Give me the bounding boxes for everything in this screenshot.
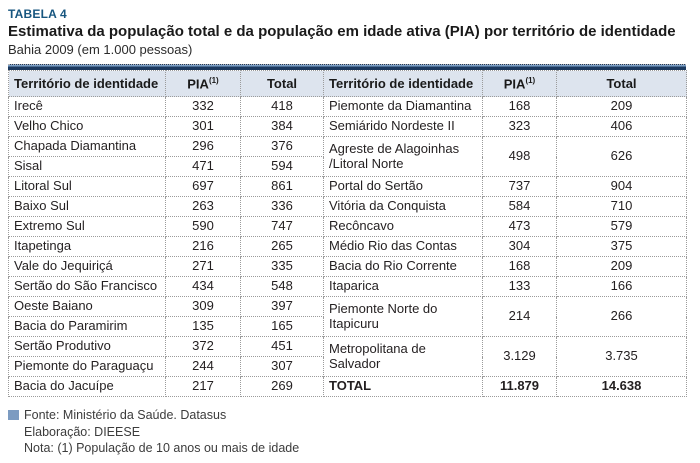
territory-cell: Vale do Jequiriçá [9,257,166,277]
table-body [9,97,687,397]
pia-cell: 133 [483,277,557,297]
territory-cell: Velho Chico [9,117,166,137]
territory-cell: Piemonte da Diamantina [324,97,483,117]
table-row [9,377,687,397]
territory-cell: Metropolitana de Salvador [324,337,483,377]
territory-cell: Bacia do Jacuípe [9,377,166,397]
pia-cell: 296 [166,137,241,157]
table-row [9,117,687,137]
total-cell: 376 [241,137,324,157]
pia-cell: 471 [166,157,241,177]
pia-cell: 271 [166,257,241,277]
pia-cell: 434 [166,277,241,297]
pia-cell: 301 [166,117,241,137]
pia-cell: 323 [483,117,557,137]
total-cell: 165 [241,317,324,337]
source-marker-icon [8,410,19,420]
total-cell: 594 [241,157,324,177]
total-cell: 397 [241,297,324,317]
territory-cell: Extremo Sul [9,217,166,237]
territory-cell: Itapetinga [9,237,166,257]
elaboration-line: Elaboração: DIEESE [24,424,141,439]
territory-cell: Bacia do Rio Corrente [324,257,483,277]
territory-cell: Piemonte do Paraguaçu [9,357,166,377]
total-cell: 209 [557,257,687,277]
territory-cell: Semiárido Nordeste II [324,117,483,137]
territory-cell: Sisal [9,157,166,177]
col-header-pia-left [166,71,241,97]
table-header-row [9,71,687,97]
territory-cell: Litoral Sul [9,177,166,197]
pia-cell: 584 [483,197,557,217]
table-row [9,237,687,257]
territory-cell: Chapada Diamantina [9,137,166,157]
total-cell: 904 [557,177,687,197]
total-cell: 548 [241,277,324,297]
territory-cell: Vitória da Conquista [324,197,483,217]
pia-footnote-ref: (1) [208,76,219,86]
col-header-pia-right [483,71,557,97]
territory-cell: Sertão do São Francisco [9,277,166,297]
pia-cell: 3.129 [483,337,557,377]
territory-cell: TOTAL [324,377,483,397]
total-cell: 710 [557,197,687,217]
pia-cell: 304 [483,237,557,257]
total-cell: 861 [241,177,324,197]
table-row [9,337,687,357]
pia-cell: 697 [166,177,241,197]
table-row [9,197,687,217]
population-table-wrap [8,64,686,397]
total-cell: 266 [557,297,687,337]
pia-cell: 372 [166,337,241,357]
pia-cell: 332 [166,97,241,117]
territory-cell: Irecê [9,97,166,117]
pia-cell: 590 [166,217,241,237]
note-line: Nota: (1) População de 10 anos ou mais de idade [24,440,300,455]
total-cell: 209 [557,97,687,117]
total-cell: 747 [241,217,324,237]
pia-label: PIA [503,76,526,92]
table-subtitle: Bahia 2009 (em 1.000 pessoas) [8,42,193,58]
pia-cell: 168 [483,257,557,277]
pia-cell: 135 [166,317,241,337]
pia-cell: 214 [483,297,557,337]
table-row [9,137,687,157]
territory-cell: Oeste Baiano [9,297,166,317]
col-header-total-left: Total [241,71,324,97]
pia-label: PIA [187,76,209,92]
territory-cell: Itaparica [324,277,483,297]
pia-cell: 737 [483,177,557,197]
table-row [9,297,687,317]
pia-cell: 217 [166,377,241,397]
territory-cell: Recôncavo [324,217,483,237]
pia-cell: 309 [166,297,241,317]
territory-cell: Agreste de Alagoinhas /Litoral Norte [324,137,483,177]
total-cell: 269 [241,377,324,397]
total-cell: 166 [557,277,687,297]
total-cell: 335 [241,257,324,277]
territory-cell: Sertão Produtivo [9,337,166,357]
territory-cell: Piemonte Norte do Itapicuru [324,297,483,337]
pia-cell: 244 [166,357,241,377]
territory-cell: Médio Rio das Contas [324,237,483,257]
col-header-territory-right: Território de identidade [324,71,483,97]
territory-cell: Bacia do Paramirim [9,317,166,337]
total-cell: 375 [557,237,687,257]
pia-cell: 11.879 [483,377,557,397]
pia-cell: 168 [483,97,557,117]
territory-cell: Portal do Sertão [324,177,483,197]
table-row [9,277,687,297]
population-table [8,70,687,397]
total-cell: 336 [241,197,324,217]
table-kicker: TABELA 4 [8,7,67,21]
table-row [9,257,687,277]
pia-cell: 263 [166,197,241,217]
total-cell: 418 [241,97,324,117]
territory-cell: Baixo Sul [9,197,166,217]
total-cell: 384 [241,117,324,137]
total-cell: 406 [557,117,687,137]
col-header-territory-left: Território de identidade [9,71,166,97]
total-cell: 626 [557,137,687,177]
total-cell: 579 [557,217,687,237]
total-cell: 307 [241,357,324,377]
pia-footnote-ref: (1) [525,76,536,86]
table-title: Estimativa da população total e da população em idade ativa (PIA) por território de identidade [8,23,676,40]
table-row [9,97,687,117]
table-row [9,177,687,197]
source-line: Fonte: Ministério da Saúde. Datasus [24,408,227,423]
total-cell: 451 [241,337,324,357]
pia-cell: 473 [483,217,557,237]
pia-cell: 498 [483,137,557,177]
total-cell: 3.735 [557,337,687,377]
total-cell: 14.638 [557,377,687,397]
table-row [9,217,687,237]
col-header-total-right: Total [557,71,687,97]
table-footnotes [8,407,692,456]
pia-cell: 216 [166,237,241,257]
total-cell: 265 [241,237,324,257]
